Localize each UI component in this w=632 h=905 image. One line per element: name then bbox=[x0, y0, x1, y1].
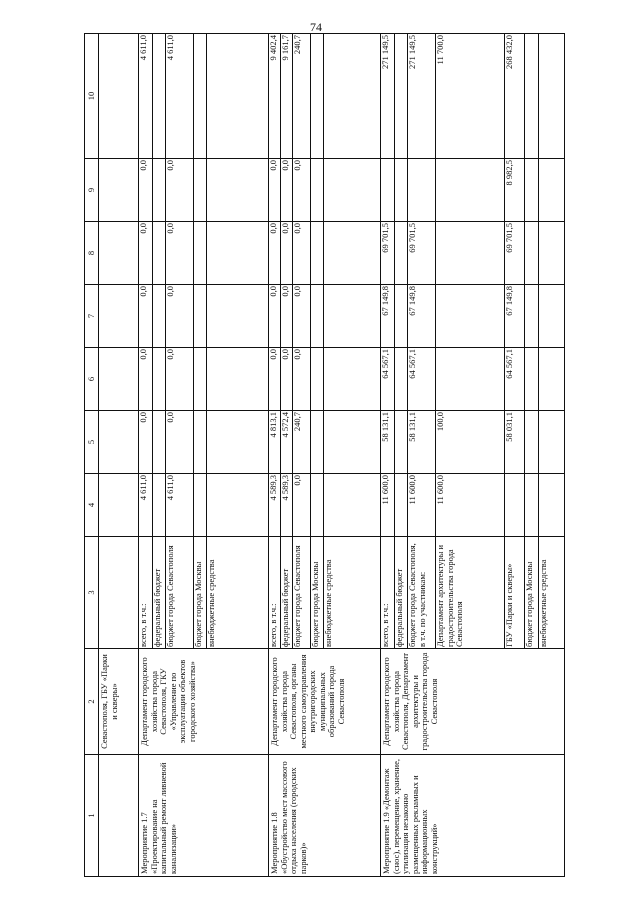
continuation-row bbox=[99, 34, 139, 877]
amount-v7: 67 149,8 bbox=[505, 285, 525, 347]
value-cell bbox=[381, 34, 565, 159]
amount-v8 bbox=[436, 222, 505, 284]
amount-v10: 11 700,0 bbox=[436, 34, 505, 158]
header-cell: 1 bbox=[85, 755, 99, 877]
amount-v10 bbox=[207, 34, 268, 158]
amount-v9 bbox=[539, 159, 564, 221]
header-cell: 6 bbox=[85, 348, 99, 411]
funding-source: всего, в т.ч.: bbox=[139, 537, 153, 648]
value-cell bbox=[139, 159, 269, 222]
amount-v4 bbox=[539, 474, 564, 536]
value-cell bbox=[99, 159, 139, 222]
funding-source-cell bbox=[269, 537, 381, 649]
value-cell bbox=[269, 34, 381, 159]
amount-v5: 58 131,1 bbox=[381, 411, 395, 473]
amount-v7 bbox=[324, 285, 380, 347]
amount-v8: 69 701,5 bbox=[505, 222, 525, 284]
value-cell bbox=[99, 34, 139, 159]
amount-v6 bbox=[324, 348, 380, 410]
amount-v7 bbox=[311, 285, 324, 347]
funding-source-cell bbox=[381, 537, 565, 649]
amount-v6 bbox=[194, 348, 207, 410]
funding-source: внебюджетные средства bbox=[538, 559, 548, 647]
amount-v5: 4 813,1 bbox=[269, 411, 281, 473]
amount-v6 bbox=[539, 348, 564, 410]
amount-v6: 0,0 bbox=[139, 348, 153, 410]
executor-cell: Департамент городского хозяйства города Севастополя, Департамент архитектуры и градостроительства города Севастополя bbox=[381, 649, 565, 755]
amount-v7: 0,0 bbox=[139, 285, 153, 347]
amount-v7: 67 149,8 bbox=[381, 285, 395, 347]
amount-v9 bbox=[436, 159, 505, 221]
value-cell bbox=[269, 222, 381, 285]
amount-v8: 69 701,5 bbox=[381, 222, 395, 284]
value-cell bbox=[269, 285, 381, 348]
amount-v10: 271 149,5 bbox=[381, 34, 395, 158]
amount-v4 bbox=[525, 474, 539, 536]
amount-v10: 9 402,4 bbox=[269, 34, 281, 158]
amount-v10: 4 611,0 bbox=[139, 34, 153, 158]
funding-source: бюджет города Севастополя, в т.ч. по участникам: bbox=[408, 537, 436, 648]
value-cell bbox=[381, 348, 565, 411]
source-cell bbox=[99, 537, 139, 649]
amount-v10: 9 161,7 bbox=[281, 34, 293, 158]
amount-v4: 4 589,3 bbox=[269, 474, 281, 536]
page-number: 74 bbox=[310, 20, 322, 34]
amount-v5: 100,0 bbox=[436, 411, 505, 473]
amount-v9: 0,0 bbox=[139, 159, 153, 221]
amount-v5: 4 572,4 bbox=[281, 411, 293, 473]
name-cell bbox=[99, 755, 139, 877]
amount-v10 bbox=[324, 34, 380, 158]
value-cell bbox=[99, 285, 139, 348]
value-cell bbox=[269, 348, 381, 411]
executor-cell: Севастополя, ГБУ «Парки и скверы» bbox=[99, 649, 139, 755]
funding-source: всего, в т.ч.: bbox=[381, 537, 395, 648]
amount-v10 bbox=[525, 34, 539, 158]
funding-source: внебюджетные средства bbox=[206, 559, 216, 647]
amount-v9: 0,0 bbox=[166, 159, 194, 221]
funding-source: внебюджетные средства bbox=[323, 559, 333, 647]
amount-v4: 11 600,0 bbox=[436, 474, 505, 536]
amount-v7: 67 149,8 bbox=[408, 285, 436, 347]
amount-v9: 8 982,5 bbox=[505, 159, 525, 221]
amount-v10 bbox=[194, 34, 207, 158]
amount-v5: 0,0 bbox=[166, 411, 194, 473]
header-cell: 10 bbox=[85, 34, 99, 159]
funding-source: Департамент архитектуры и градостроительства города Севастополя bbox=[436, 537, 505, 648]
measure-name-cell: Мероприятие 1.7 «Проектирование на капитальный ремонт ливневой канализации» bbox=[139, 755, 269, 877]
value-cell bbox=[381, 474, 565, 537]
header-cell: 3 bbox=[85, 537, 99, 649]
amount-v9 bbox=[381, 159, 395, 221]
amount-v4 bbox=[324, 474, 380, 536]
amount-v5 bbox=[539, 411, 564, 473]
amount-v4: 4 611,0 bbox=[139, 474, 153, 536]
header-cell: 4 bbox=[85, 474, 99, 537]
amount-v5 bbox=[324, 411, 380, 473]
measure-row bbox=[381, 34, 565, 877]
measure-name-cell: Мероприятие 1.8 «Обустройство мест массового отдыха населения (городских парков)» bbox=[269, 755, 381, 877]
funding-source: бюджет города Севастополя bbox=[166, 537, 194, 648]
funding-source-cell bbox=[139, 537, 269, 649]
amount-v10 bbox=[311, 34, 324, 158]
amount-v9: 0,0 bbox=[281, 159, 293, 221]
amount-v9: 0,0 bbox=[269, 159, 281, 221]
amount-v10: 240,7 bbox=[293, 34, 311, 158]
funding-source: федеральный бюджет bbox=[281, 537, 293, 648]
funding-source: федеральный бюджет bbox=[153, 537, 166, 648]
funding-source: бюджет города Москвы bbox=[311, 537, 324, 648]
amount-v6 bbox=[525, 348, 539, 410]
amount-v5 bbox=[194, 411, 207, 473]
amount-v4 bbox=[207, 474, 268, 536]
amount-v6: 0,0 bbox=[293, 348, 311, 410]
amount-v6 bbox=[311, 348, 324, 410]
value-cell bbox=[139, 285, 269, 348]
amount-v8 bbox=[207, 222, 268, 284]
funding-source: федеральный бюджет bbox=[395, 537, 408, 648]
funding-source: бюджет города Севастополя bbox=[293, 537, 311, 648]
funding-source: всего, в т.ч.: bbox=[269, 537, 281, 648]
amount-v5: 58 031,1 bbox=[505, 411, 525, 473]
value-cell bbox=[139, 411, 269, 474]
amount-v8 bbox=[194, 222, 207, 284]
amount-v7 bbox=[525, 285, 539, 347]
amount-v9 bbox=[408, 159, 436, 221]
amount-v8: 0,0 bbox=[166, 222, 194, 284]
amount-v4: 0,0 bbox=[293, 474, 311, 536]
value-cell bbox=[381, 411, 565, 474]
amount-v5: 0,0 bbox=[139, 411, 153, 473]
amount-v6: 0,0 bbox=[166, 348, 194, 410]
executor-cell: Департамент городского хозяйства города Севастополя, органы местного самоуправления внутригородских муниципальных образований города Севастополя bbox=[269, 649, 381, 755]
amount-v10: 271 149,5 bbox=[408, 34, 436, 158]
amount-v10 bbox=[539, 34, 564, 158]
amount-v8: 0,0 bbox=[281, 222, 293, 284]
amount-v8: 0,0 bbox=[269, 222, 281, 284]
amount-v8: 0,0 bbox=[293, 222, 311, 284]
amount-v9 bbox=[194, 159, 207, 221]
executor-cell: Департамент городского хозяйства города Севастополя, ГКУ «Управление по эксплуатации объектов городского хозяйства» bbox=[139, 649, 269, 755]
amount-v5 bbox=[525, 411, 539, 473]
amount-v4: 4 611,0 bbox=[166, 474, 194, 536]
amount-v4 bbox=[505, 474, 525, 536]
amount-v10: 4 611,0 bbox=[166, 34, 194, 158]
value-cell bbox=[381, 222, 565, 285]
header-cell: 7 bbox=[85, 285, 99, 348]
value-cell bbox=[269, 159, 381, 222]
funding-source: бюджет города Москвы bbox=[194, 537, 207, 648]
amount-v4 bbox=[311, 474, 324, 536]
funding-table bbox=[84, 33, 565, 877]
amount-v6: 64 567,1 bbox=[408, 348, 436, 410]
amount-v5 bbox=[311, 411, 324, 473]
rotated-table-wrapper bbox=[84, 34, 564, 877]
amount-v9 bbox=[395, 159, 408, 221]
measure-name-cell: Мероприятие 1.9 «Демонтаж (снос), перемещение, хранение, утилизация незаконно размещенных рекламных и информационных конструкций» bbox=[381, 755, 565, 877]
amount-v4 bbox=[194, 474, 207, 536]
amount-v5: 240,7 bbox=[293, 411, 311, 473]
amount-v7: 0,0 bbox=[281, 285, 293, 347]
value-cell bbox=[269, 411, 381, 474]
amount-v4: 11 600,0 bbox=[408, 474, 436, 536]
amount-v7: 0,0 bbox=[293, 285, 311, 347]
amount-v6: 64 567,1 bbox=[381, 348, 395, 410]
amount-v7 bbox=[436, 285, 505, 347]
value-cell bbox=[99, 474, 139, 537]
amount-v4: 11 600,0 bbox=[381, 474, 395, 536]
amount-v7: 0,0 bbox=[166, 285, 194, 347]
value-cell bbox=[139, 222, 269, 285]
amount-v10: 268 432,0 bbox=[505, 34, 525, 158]
amount-v8 bbox=[311, 222, 324, 284]
amount-v6: 0,0 bbox=[269, 348, 281, 410]
amount-v9 bbox=[324, 159, 380, 221]
header-cell: 9 bbox=[85, 159, 99, 222]
amount-v8 bbox=[525, 222, 539, 284]
amount-v5 bbox=[207, 411, 268, 473]
value-cell bbox=[139, 34, 269, 159]
header-cell: 2 bbox=[85, 649, 99, 755]
value-cell bbox=[99, 348, 139, 411]
amount-v4: 4 589,3 bbox=[281, 474, 293, 536]
value-cell bbox=[139, 348, 269, 411]
measure-row bbox=[139, 34, 269, 877]
amount-v7 bbox=[207, 285, 268, 347]
amount-v6 bbox=[207, 348, 268, 410]
value-cell bbox=[381, 159, 565, 222]
amount-v7: 0,0 bbox=[269, 285, 281, 347]
funding-source: бюджет города Москвы bbox=[525, 537, 539, 648]
amount-v9 bbox=[525, 159, 539, 221]
amount-v9 bbox=[207, 159, 268, 221]
funding-source: ГБУ «Парки и скверы» bbox=[505, 537, 525, 648]
amount-v9: 0,0 bbox=[293, 159, 311, 221]
amount-v8: 0,0 bbox=[139, 222, 153, 284]
header-cell: 8 bbox=[85, 222, 99, 285]
amount-v5: 58 131,1 bbox=[408, 411, 436, 473]
header-cell: 5 bbox=[85, 411, 99, 474]
amount-v8: 69 701,5 bbox=[408, 222, 436, 284]
amount-v8 bbox=[539, 222, 564, 284]
value-cell bbox=[139, 474, 269, 537]
amount-v6: 0,0 bbox=[281, 348, 293, 410]
amount-v8 bbox=[324, 222, 380, 284]
value-cell bbox=[99, 411, 139, 474]
amount-v7 bbox=[194, 285, 207, 347]
measure-row bbox=[269, 34, 381, 877]
value-cell bbox=[99, 222, 139, 285]
amount-v7 bbox=[539, 285, 564, 347]
value-cell bbox=[381, 285, 565, 348]
header-row bbox=[85, 34, 99, 877]
amount-v9 bbox=[311, 159, 324, 221]
amount-v6: 64 567,1 bbox=[505, 348, 525, 410]
value-cell bbox=[269, 474, 381, 537]
amount-v6 bbox=[436, 348, 505, 410]
